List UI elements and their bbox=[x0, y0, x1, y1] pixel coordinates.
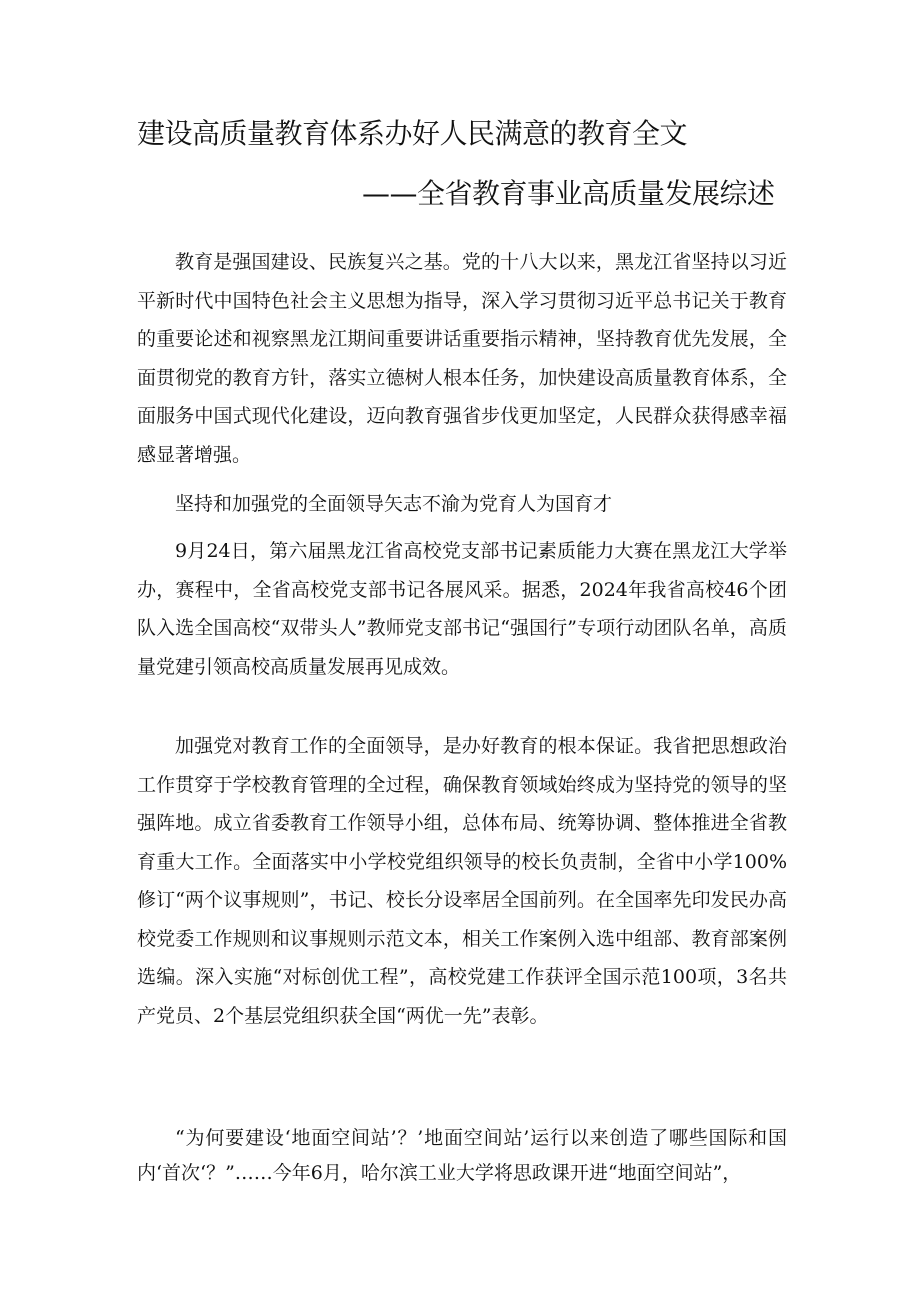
paragraph-intro: 教育是强国建设、民族复兴之基。党的十八大以来，黑龙江省坚持以习近平新时代中国特色社会主义思想为指导，深入学习贯彻习近平总书记关于教育的重要论述和视察黑龙江期间重要讲话重要指示精神，坚持教育优先发展，全面贯彻党的教育方针，落实立德树人根本任务，加快建设高质量教育体系，全面服务中国式现代化建设，迈向教育强省步伐更加坚定，人民群众获得感幸福感显著增强。 bbox=[137, 251, 787, 466]
section-heading-party-leadership: 坚持和加强党的全面领导矢志不渝为党育人为国育才 bbox=[175, 493, 613, 515]
document-title: 建设高质量教育体系办好人民满意的教育全文 bbox=[137, 117, 688, 150]
paragraph-ground-space-station: “为何要建设‘地面空间站’？’地面空间站’运行以来创造了哪些国际和国内‘首次‘？”……今年6月，哈尔滨工业大学将思政课开进“地面空间站”， bbox=[137, 1127, 787, 1184]
paragraph-competition: 9月24日，第六届黑龙江省高校党支部书记素质能力大赛在黑龙江大学举办，赛程中，全省高校党支部书记各展风采。据悉，2024年我省高校46个团队入选全国高校“双带头人”教师党支部书记“强国行”专项行动团队名单，高质量党建引领高校高质量发展再见成效。 bbox=[137, 540, 787, 678]
paragraph-party-leadership: 加强党对教育工作的全面领导，是办好教育的根本保证。我省把思想政治工作贯穿于学校教育管理的全过程，确保教育领域始终成为坚持党的领导的坚强阵地。成立省委教育工作领导小组，总体布局、统筹协调、整体推进全省教育重大工作。全面落实中小学校党组织领导的校长负责制，全省中小学100%修订“两个议事规则”，书记、校长分设率居全国前列。在全国率先印发民办高校党委工作规则和议事规则示范文本，相关工作案例入选中组部、教育部案例选编。深入实施“对标创优工程”，高校党建工作获评全国示范100项，3名共产党员、2个基层党组织获全国“两优一先”表彰。 bbox=[137, 735, 787, 1027]
document-subtitle: ——全省教育事业高质量发展综述 bbox=[362, 177, 775, 210]
